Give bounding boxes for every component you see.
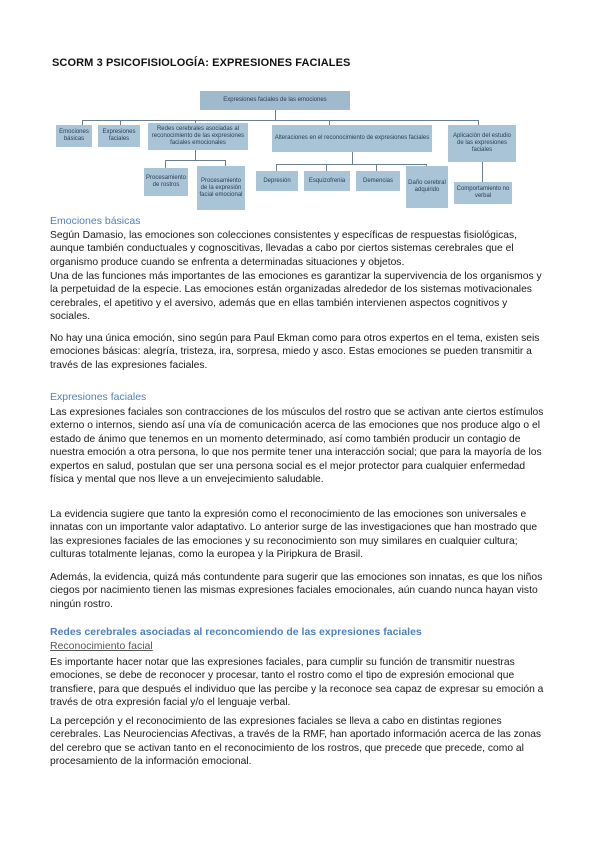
paragraph-faciales-1: Las expresiones faciales son contracciones de los músculos del rostro que se activan ante ciertos estímulos externo o internos, siendo así una vía de comunicación acerca de las emociones que nos produce algo o el estado de ánimo que tenemos en un momento determinado, así como también producir un contagio de nuestra emoción a otra persona, lo que nos permite tener una interacción social; que para la mayoría de los expertos en salud, postulan que ser una persona social es el mejor protector para cualquier enfermedad física y mental que nos lleve a un envejecimiento saludable. (50, 407, 544, 486)
diagram-node-dano-cerebral: Daño cerebral adquirido (406, 166, 448, 208)
diagram-connector (275, 110, 276, 120)
diagram-root-node: Expresiones faciales de las emociones (200, 91, 350, 110)
diagram-connector (276, 164, 426, 165)
diagram-node-alteraciones: Alteraciones en el reconocimiento de expresiones faciales (272, 125, 432, 152)
paragraph-emociones-2: Una de las funciones más importantes de las emociones es garantizar la supervivencia de los organismos y la perpetuidad de la especie. Las emociones están organizadas alrededor de los sistemas motivacionales cerebrales, el apetitivo y el aversivo, además que en ellas también intervienen aspectos cognitivos y sociales. (50, 271, 542, 323)
paragraph-redes-1: Es importante hacer notar que las expresiones faciales, para cumplir su función de transmitir nuestras emociones, se debe de reconocer y procesar, tanto el rostro como el tipo de expresión emocional que transfiere, para que después el individuo que las percibe y la reconoce sea capaz de expresar su emoción a través de otra expresión facial y/o el lenguaje verbal. (50, 657, 544, 709)
diagram-connector (165, 160, 225, 161)
section-heading-redes-cerebrales: Redes cerebrales asociadas al reconcomiendo de las expresiones faciales (50, 626, 422, 638)
section-heading-emociones-basicas: Emociones básicas (50, 215, 141, 227)
diagram-node-expresiones-faciales: Expresiones faciales (98, 125, 140, 147)
diagram-connector (326, 164, 327, 171)
paragraph-redes-2: La percepción y el reconocimiento de las expresiones faciales se lleva a cabo en distintas regiones cerebrales. Las Neurociencias Afectivas, a través de la RMF, han aportado información acerca de las zonas del cerebro que se activan tanto en el reconocimiento de los rostros, que precede que precede, como al procesamiento de la información emocional. (50, 716, 542, 768)
diagram-node-comportamiento: Comportamiento no verbal (454, 182, 512, 204)
diagram-node-procesamiento-expresion: Procesamiento de la expresión facial emocional (197, 166, 245, 210)
diagram-node-demencias: Demencias (356, 171, 400, 191)
paragraph-faciales-2: La evidencia sugiere que tanto la expresión como el reconocimiento de las emociones son universales e innatas con un importante valor adaptativo. Lo anterior surge de las investigaciones que han mostrado que las expresiones faciales de las emociones y su reconocimiento son muy similares en cualquier cultura; culturas totalmente lejanas, como la europea y la Piripkura de Brasil. (50, 509, 538, 561)
diagram-connector (276, 164, 277, 171)
paragraph-emociones-3: No hay una única emoción, sino según para Paul Ekman como para otros expertos en el tema, existen seis emociones básicas: alegría, tristeza, ira, sorpresa, miedo y asco. Estas emociones se pueden transmitir a través de las expresiones faciales. (50, 333, 540, 371)
paragraph-faciales-3: Además, la evidencia, quizá más contundente para sugerir que las emociones son innatas, es que los niños ciegos por nacimiento tienen las mismas expresiones faciales emocionales, aún cuando nunca hayan visto ningún rostro. (50, 572, 543, 610)
subheading-reconocimiento-facial: Reconocimiento facial (50, 640, 153, 652)
diagram-connector (165, 160, 166, 168)
diagram-connector (352, 152, 353, 164)
diagram-connector (82, 120, 478, 121)
diagram-connector (482, 162, 483, 182)
diagram-connector (376, 164, 377, 171)
paragraph-emociones-1: Según Damasio, las emociones son colecciones consistentes y específicas de respuestas fisiológicas, aunque también conductuales y cognoscitivas, llevadas a cabo por ciertos sistemas cerebrales que el organismo produce cuando se enfrenta a determinadas situaciones y objetos. (50, 230, 518, 268)
document-title: SCORM 3 PSICOFISIOLOGÍA: EXPRESIONES FACIALES (52, 57, 351, 69)
diagram-node-redes-cerebrales: Redes cerebrales asociadas al reconocimiento de las expresiones faciales emocionales (148, 123, 248, 150)
diagram-node-emociones-basicas: Emociones básicas (56, 125, 92, 147)
diagram-node-procesamiento-rostro: Procesamiento de rostros (144, 168, 188, 196)
diagram-node-aplicacion: Aplicación del estudio de las expresiones faciales (448, 125, 516, 162)
diagram-connector (195, 150, 196, 160)
section-heading-expresiones-faciales: Expresiones faciales (50, 391, 147, 403)
concept-map-diagram (52, 88, 518, 212)
diagram-node-esquizofrenia: Esquizofrenia (304, 171, 350, 191)
diagram-node-depresion: Depresión (256, 171, 298, 191)
